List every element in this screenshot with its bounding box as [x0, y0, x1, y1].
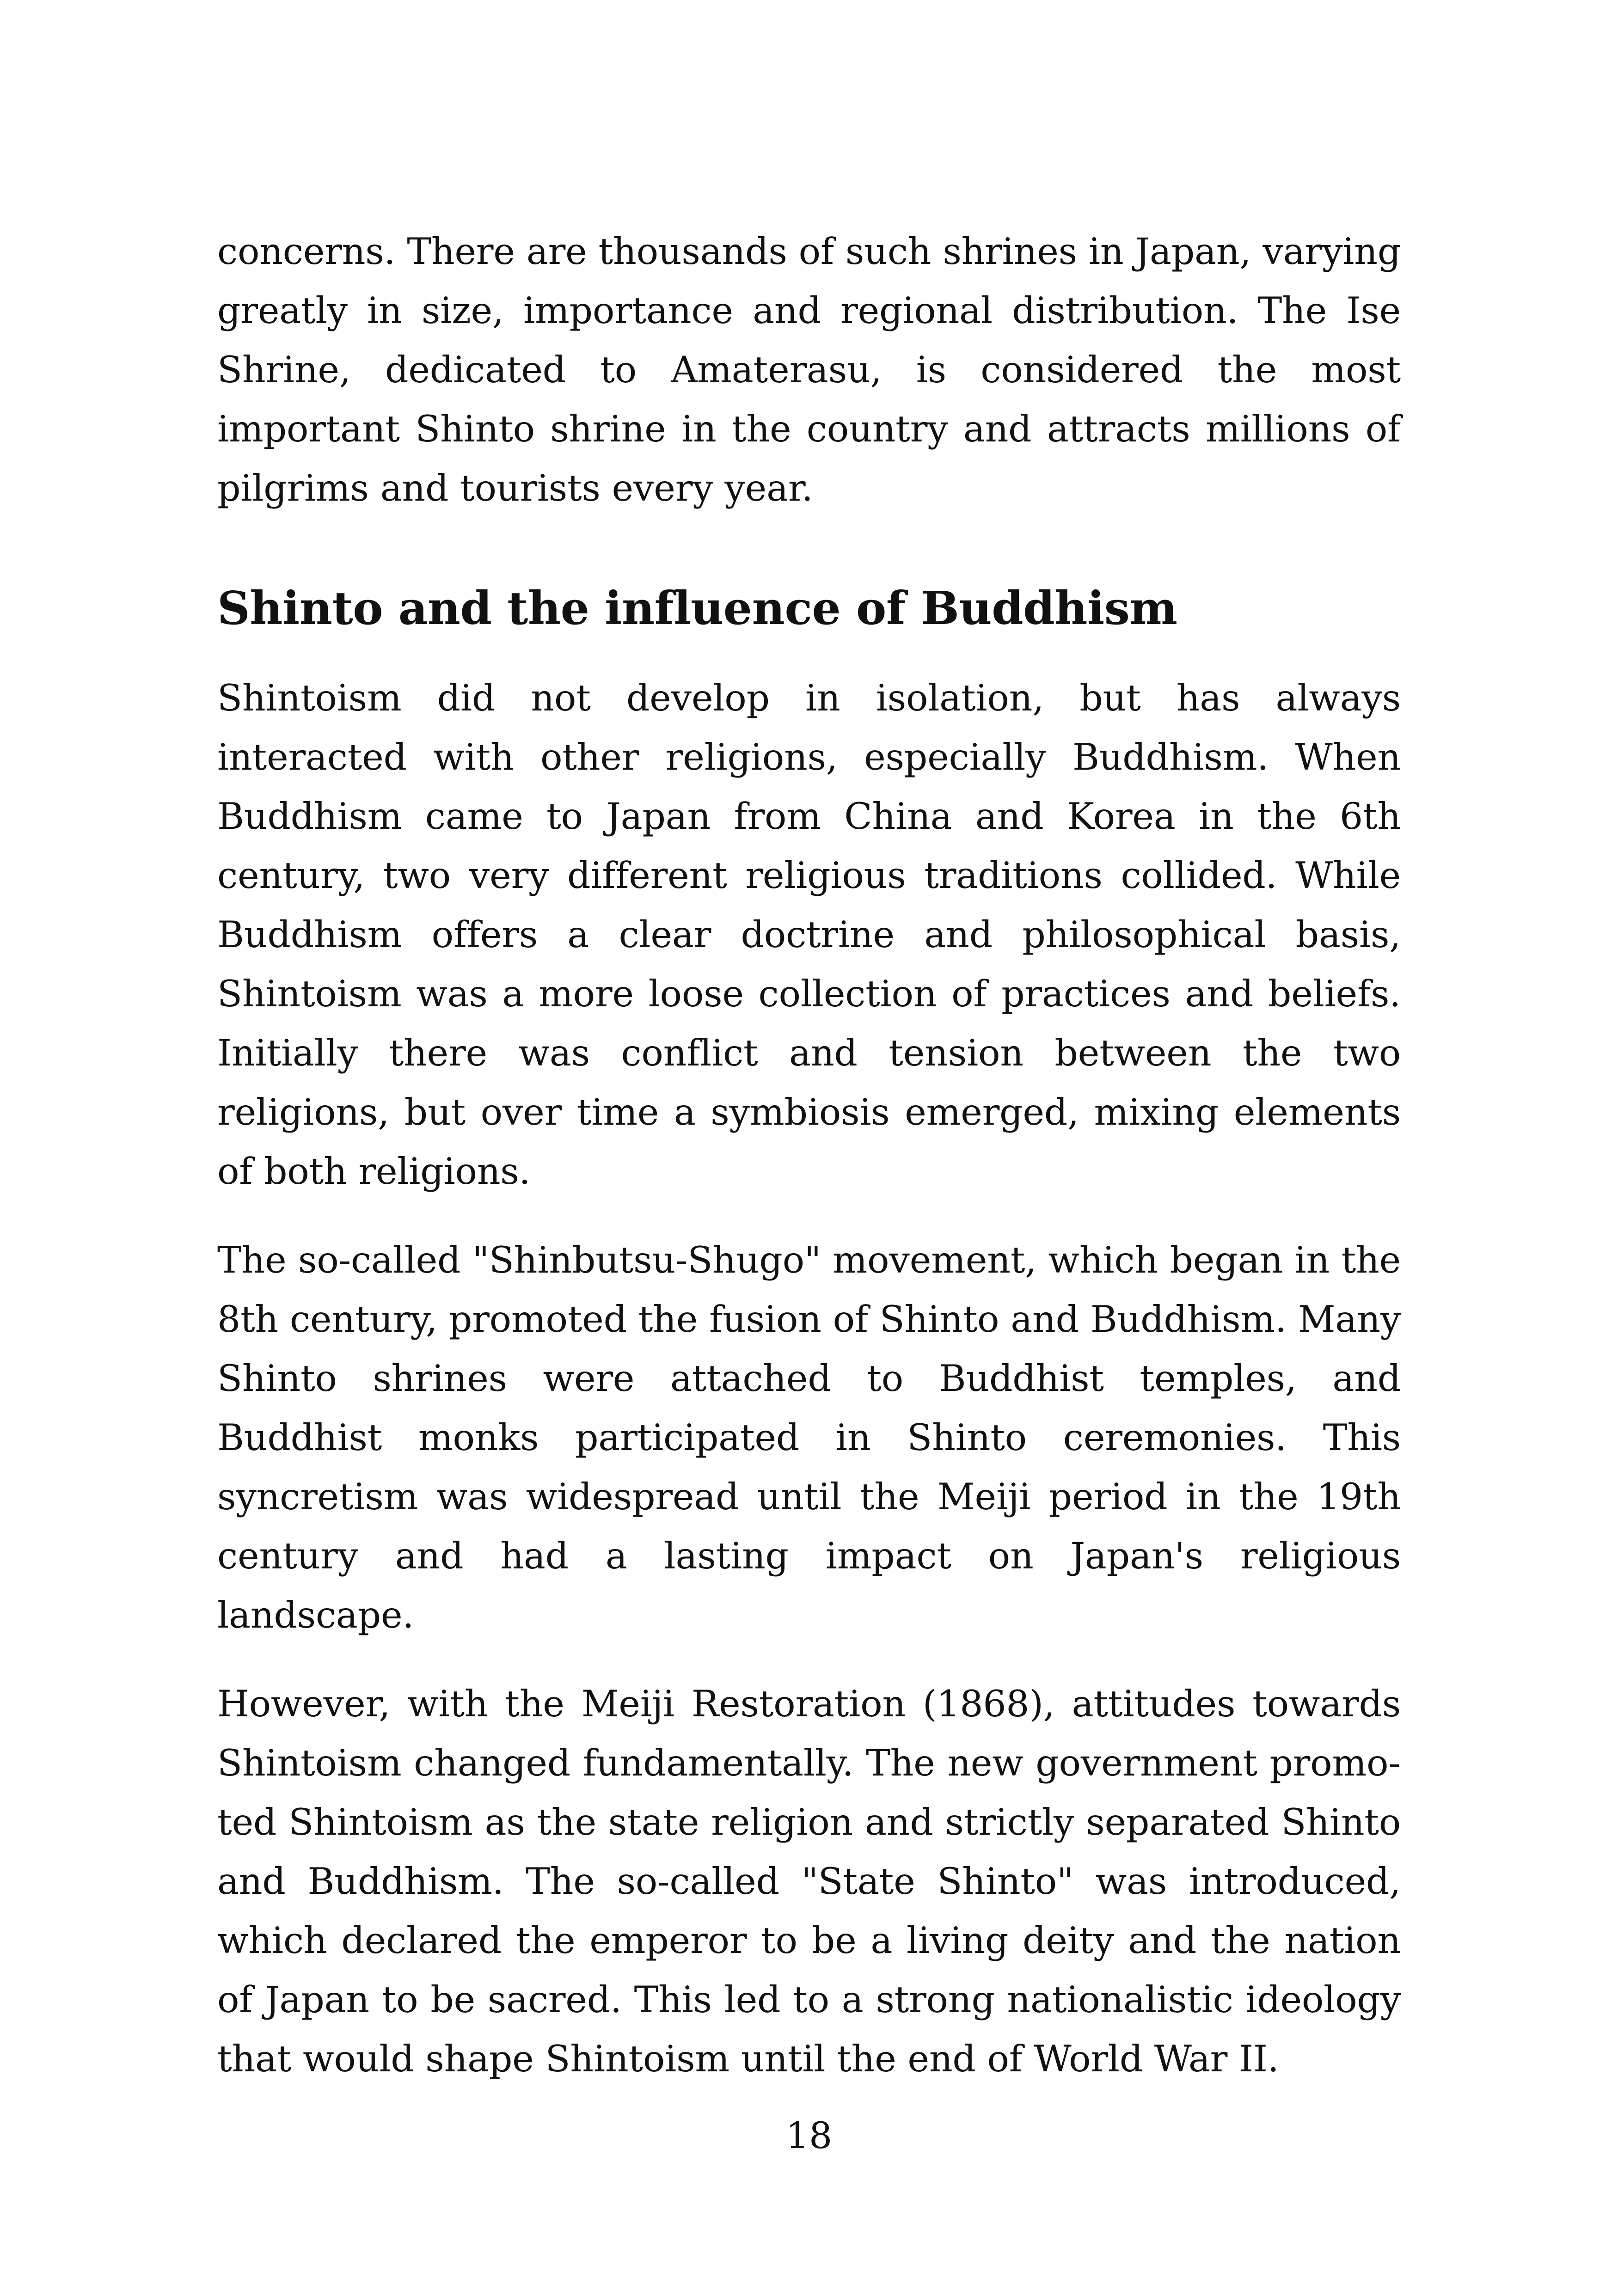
- body-paragraph: The so-called "Shinbutsu-Shugo" movement, which began in the 8th century, promoted the fusion of Shinto and Buddhism. Many Shinto shrines were attached to Buddhist temples, and Buddhist monks participated in Shinto ceremonies. This syncretism was widespread until the Meiji period in the 19th century and had a lasting impact on Japan's religious landscape.: [217, 1239, 1401, 1636]
- text-column: [217, 222, 1401, 2088]
- body-paragraph: However, with the Meiji Restoration (1868), attitudes towards Shintoism changed fundamentally. The new government promoted Shintoism as the state religion and strictly separated Shinto and Buddhism. The so-called "State Shinto" was introduced, which declared the emperor to be a living deity and the nation of Japan to be sacred. This led to a strong nationalistic ideology that would shape Shintoism until the end of World War II.: [217, 1683, 1401, 2080]
- body-paragraph: Shintoism did not develop in isolation, but has always interacted with other religions, especially Buddhism. When Buddhism came to Japan from China and Korea in the 6th century, two very different religious traditions collided. While Buddhism offers a clear doctrine and philosophical basis, Shintoism was a more loose collection of practices and beliefs. Initially there was conflict and tension between the two religions, but over time a symbiosis emerged, mixing elements of both religions.: [217, 677, 1401, 1193]
- section-heading: Shinto and the influence of Buddhism: [217, 582, 1177, 635]
- opening-paragraph: concerns. There are thousands of such shrines in Japan, varying greatly in size, importance and regional distribution. The Ise Shrine, dedicated to Amaterasu, is considered the most important Shinto shrine in the country and attracts millions of pilgrims and tourists every year.: [217, 230, 1401, 509]
- page-number: 18: [785, 2114, 833, 2157]
